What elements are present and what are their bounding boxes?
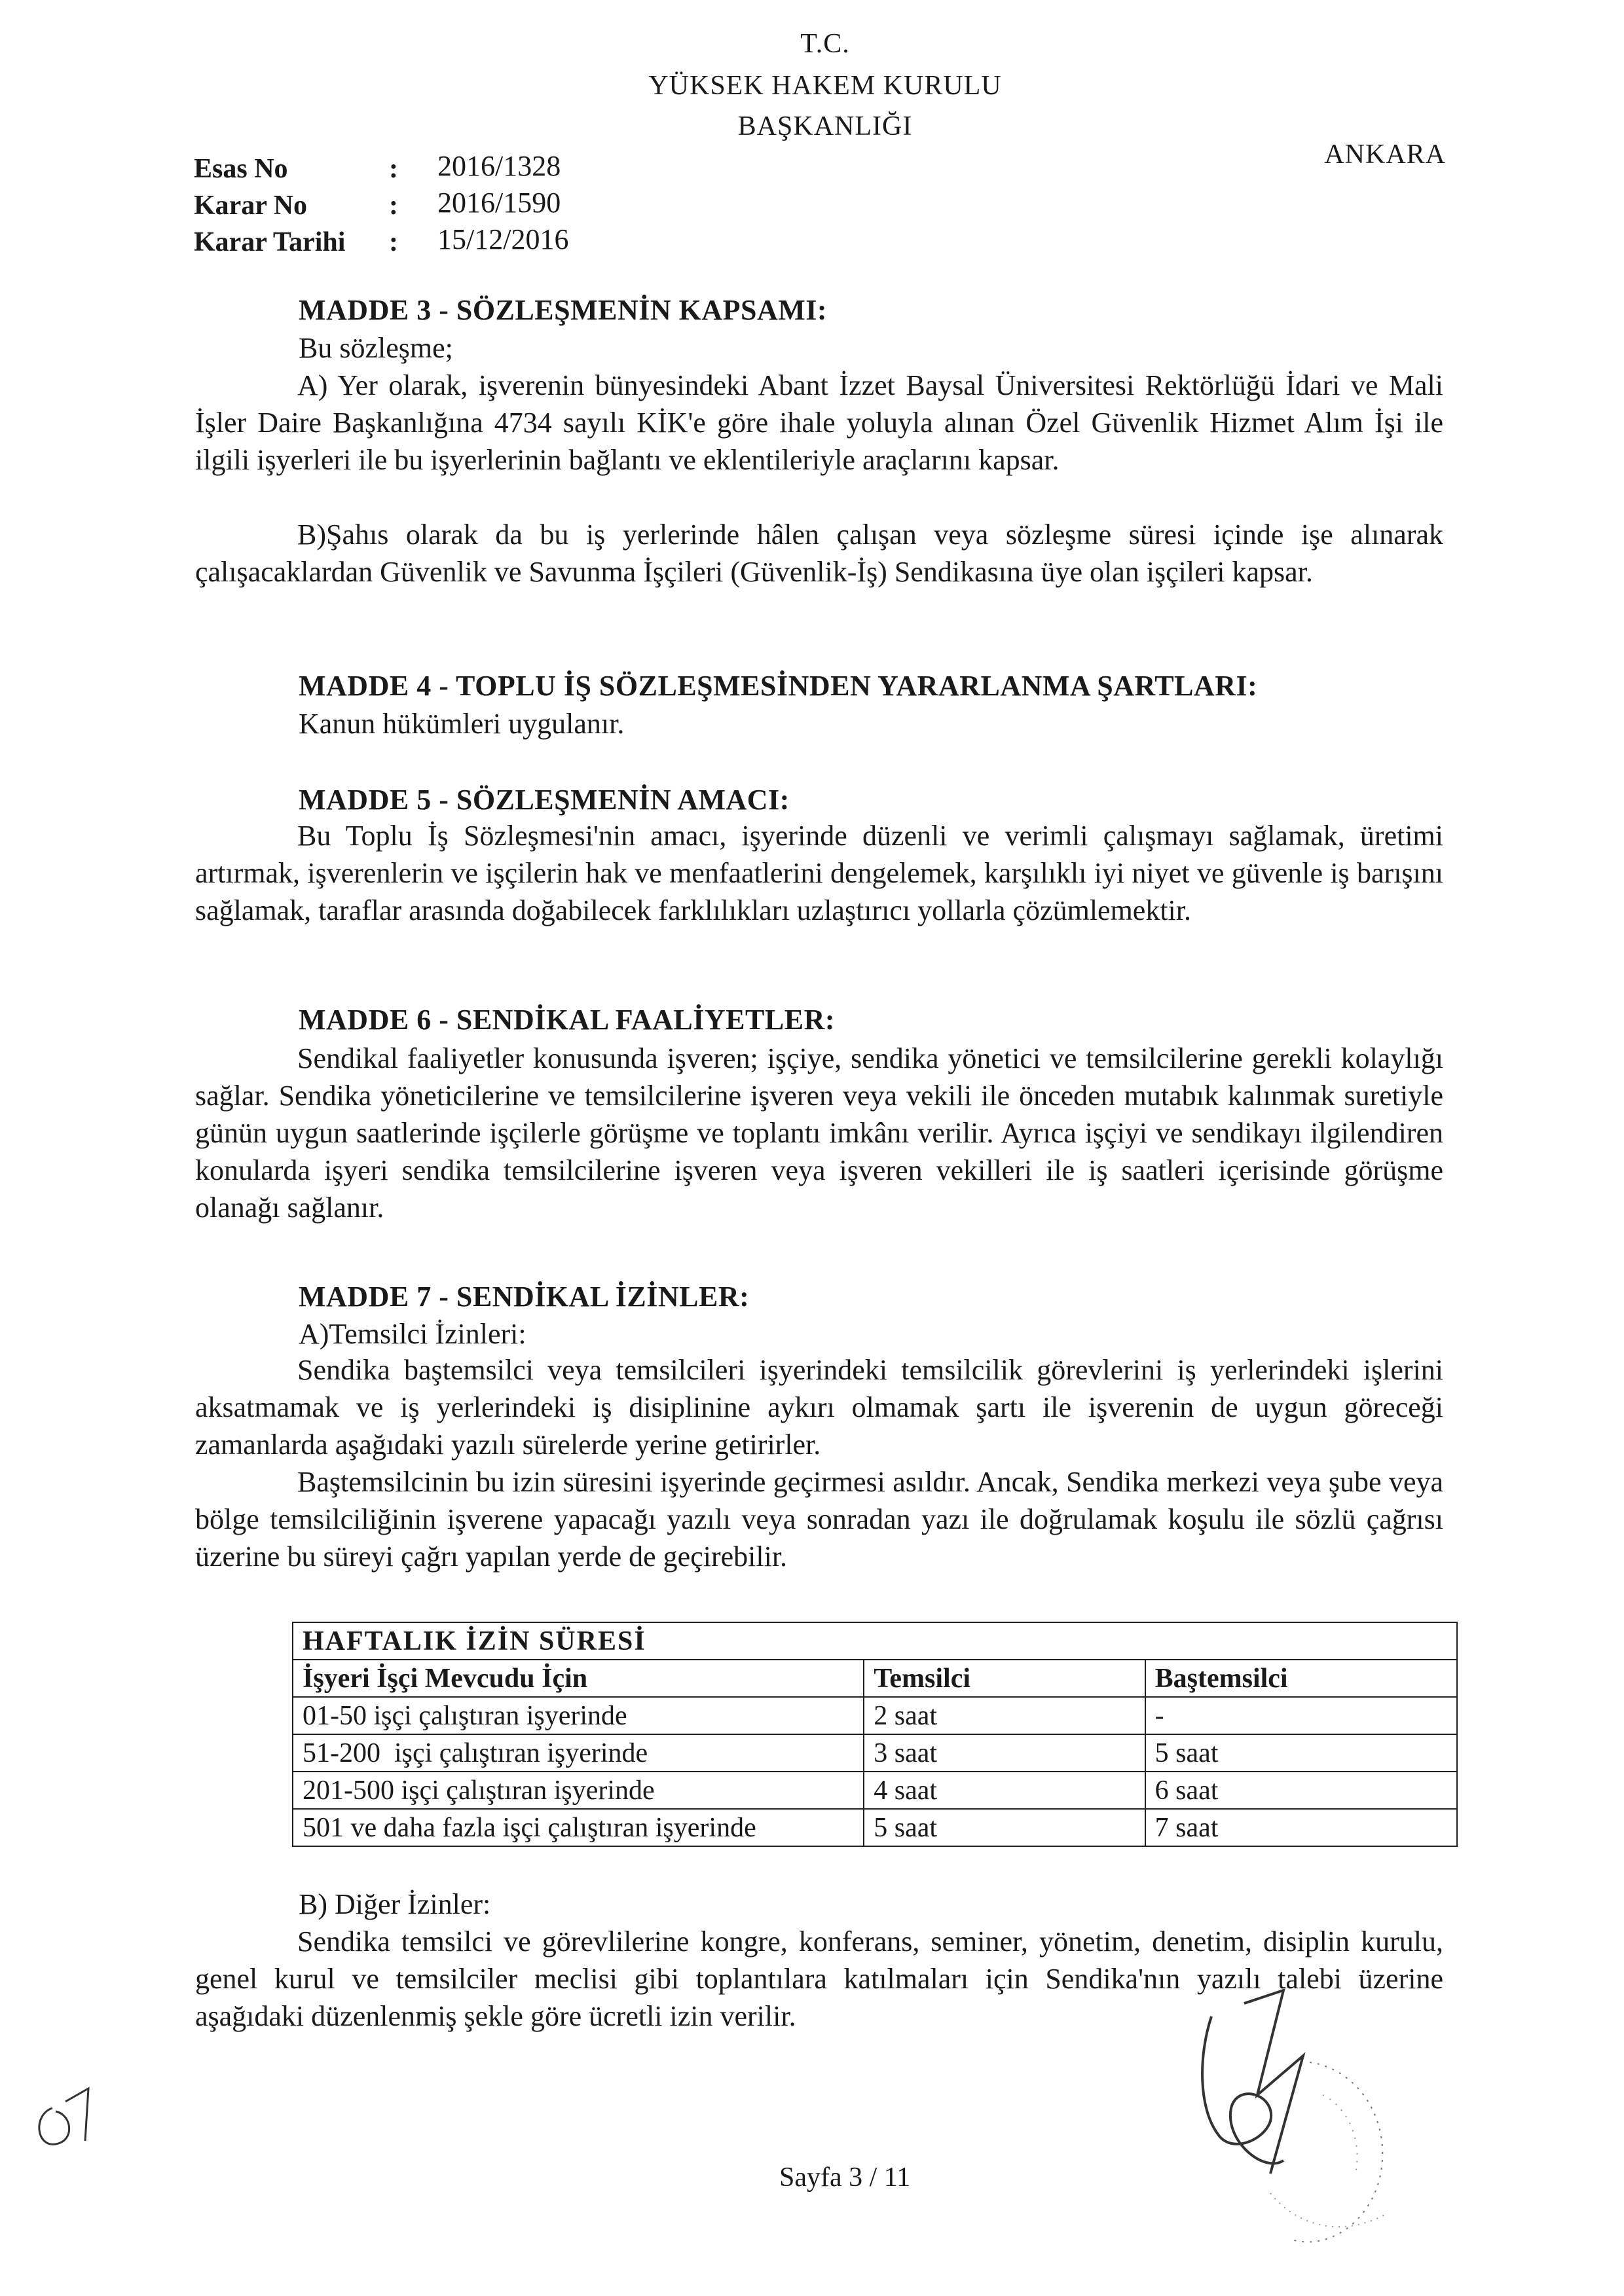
- table-header-row: [293, 1660, 1457, 1697]
- table-title: HAFTALIK İZİN SÜRESİ: [293, 1622, 1457, 1660]
- table-cell: 501 ve daha fazla işçi çalıştıran işyerinde: [293, 1809, 864, 1846]
- m7-paragraph-1: [195, 1351, 1443, 1463]
- table-cell: -: [1145, 1697, 1457, 1734]
- m7-text-1: Sendika baştemsilci veya temsilcileri işyerindeki temsilcilik görevlerini iş yerlerindeki işlerini aksatmamak ve iş yerlerindeki iş disiplinine aykırı olmamak şartı ile işverenin de uygun göreceği zamanlarda aşağıdaki yazılı sürelerde yerine getirirler.: [195, 1354, 1443, 1461]
- m7-paragraph-2: [195, 1463, 1443, 1575]
- table-row: [293, 1809, 1457, 1846]
- table-header: Baştemsilci: [1145, 1660, 1457, 1697]
- esas-value: 2016/1328: [437, 150, 561, 182]
- tarih-value: 15/12/2016: [437, 223, 569, 255]
- m3-heading: MADDE 3 - SÖZLEŞMENİN KAPSAMI:: [299, 294, 828, 326]
- karar-label: Karar No: [194, 191, 308, 221]
- m6-heading: MADDE 6 - SENDİKAL FAALİYETLER:: [299, 1004, 835, 1036]
- table-header: Temsilci: [864, 1660, 1145, 1697]
- m7-text-2: Baştemsilcinin bu izin süresini işyerinde geçirmesi asıldır. Ancak, Sendika merkezi veya şube veya bölge temsilciliğinin işverene yapacağı yazılı veya sonradan yazı ile doğrulamak koşulu ile sözlü çağrısı üzerine bu süreyi çağrı yapılan yerde de geçirebilir.: [195, 1466, 1443, 1573]
- table-cell: 6 saat: [1145, 1772, 1457, 1809]
- m7-sub-b: B) Diğer İzinler:: [299, 1888, 491, 1920]
- m7-heading: MADDE 7 - SENDİKAL İZİNLER:: [299, 1281, 750, 1313]
- table-cell: 7 saat: [1145, 1809, 1457, 1846]
- table-cell: 5 saat: [1145, 1734, 1457, 1772]
- m5-heading: MADDE 5 - SÖZLEŞMENİN AMACI:: [299, 784, 790, 816]
- header-country: T.C.: [800, 29, 850, 59]
- table-cell: 201-500 işçi çalıştıran işyerinde: [293, 1772, 864, 1809]
- header-department: BAŞKANLIĞI: [737, 111, 913, 141]
- m7-sub-a: A)Temsilci İzinleri:: [299, 1318, 526, 1350]
- table-cell: 2 saat: [864, 1697, 1145, 1734]
- m4-heading: MADDE 4 - TOPLU İŞ SÖZLEŞMESİNDEN YARARLANMA ŞARTLARI:: [299, 670, 1258, 702]
- signature-stamp: [1172, 1977, 1447, 2278]
- table-row: [293, 1697, 1457, 1734]
- page-number: Sayfa 3 / 11: [779, 2162, 911, 2193]
- handwritten-initial-mark: [26, 2062, 118, 2160]
- table-title-row: [293, 1622, 1457, 1660]
- tarih-label: Karar Tarihi: [194, 227, 346, 257]
- header-institution: YÜKSEK HAKEM KURULU: [648, 71, 1002, 101]
- table-cell: 5 saat: [864, 1809, 1145, 1846]
- table-cell: 4 saat: [864, 1772, 1145, 1809]
- table-cell: 3 saat: [864, 1734, 1145, 1772]
- header-city: ANKARA: [1324, 139, 1446, 170]
- m5-paragraph: [195, 817, 1443, 929]
- m3-text-a: A) Yer olarak, işverenin bünyesindeki Abant İzzet Baysal Üniversitesi Rektörlüğü İdari ve Mali İşler Daire Başkanlığına 4734 sayılı KİK'e göre ihale yoluyla alınan Özel Güvenlik Hizmet Alım İşi ile ilgili işyerleri ile bu işyerlerinin bağlantı ve eklentileriyle araçlarını kapsar.: [195, 369, 1443, 476]
- m4-text: Kanun hükümleri uygulanır.: [299, 708, 625, 740]
- leave-table: [292, 1622, 1458, 1847]
- m6-text: Sendikal faaliyetler konusunda işveren; işçiye, sendika yönetici ve temsilcilerine gerekli kolaylığı sağlar. Sendika yöneticilerine ve temsilcilerine işveren veya vekili ile önceden mutabık kalınmak suretiyle günün uygun saatlerinde işçilerle görüşme ve toplantı imkânı verilir. Ayrıca işçiyi ve sendikayı ilgilendiren konularda işyeri sendika temsilcilerine işveren veya işveren vekilleri ile iş saatleri içerisinde görüşme olanağı sağlanır.: [195, 1042, 1443, 1224]
- m3-intro: Bu sözleşme;: [299, 332, 453, 364]
- m3-text-b: B)Şahıs olarak da bu iş yerlerinde hâlen çalışan veya sözleşme süresi içinde işe alınarak çalışacaklardan Güvenlik ve Savunma İşçileri (Güvenlik-İş) Sendikasına üye olan işçileri kapsar.: [195, 519, 1443, 588]
- m5-text: Bu Toplu İş Sözleşmesi'nin amacı, işyerinde düzenli ve verimli çalışmayı sağlamak, üretimi artırmak, işverenlerin ve işçilerin hak ve menfaatlerini dengelemek, karşılıklı iyi niyet ve güvenle iş barışını sağlamak, taraflar arasında doğabilecek farklılıkları uzlaştırıcı yollarla çözümlemektir.: [195, 820, 1443, 926]
- table-cell: 51-200 işçi çalıştıran işyerinde: [293, 1734, 864, 1772]
- table-row: [293, 1772, 1457, 1809]
- m7-text-3: Sendika temsilci ve görevlilerine kongre, konferans, seminer, yönetim, denetim, disiplin kurulu, genel kurul ve temsilciler meclisi gibi toplantılara katılmaları için Sendika'nın yazılı talebi üzerine aşağıdaki düzenlenmiş şekle göre ücretli izin verilir.: [195, 1925, 1443, 2032]
- table-row: [293, 1734, 1457, 1772]
- m3-paragraph-a: [195, 367, 1443, 479]
- table-cell: 01-50 işçi çalıştıran işyerinde: [293, 1697, 864, 1734]
- karar-value: 2016/1590: [437, 187, 561, 219]
- m3-paragraph-b: [195, 516, 1443, 591]
- esas-label: Esas No: [194, 154, 288, 184]
- karar-sep: :: [389, 191, 398, 221]
- m6-paragraph: [195, 1040, 1443, 1226]
- tarih-sep: :: [389, 227, 398, 257]
- table-header: İşyeri İşçi Mevcudu İçin: [293, 1660, 864, 1697]
- esas-sep: :: [389, 154, 398, 184]
